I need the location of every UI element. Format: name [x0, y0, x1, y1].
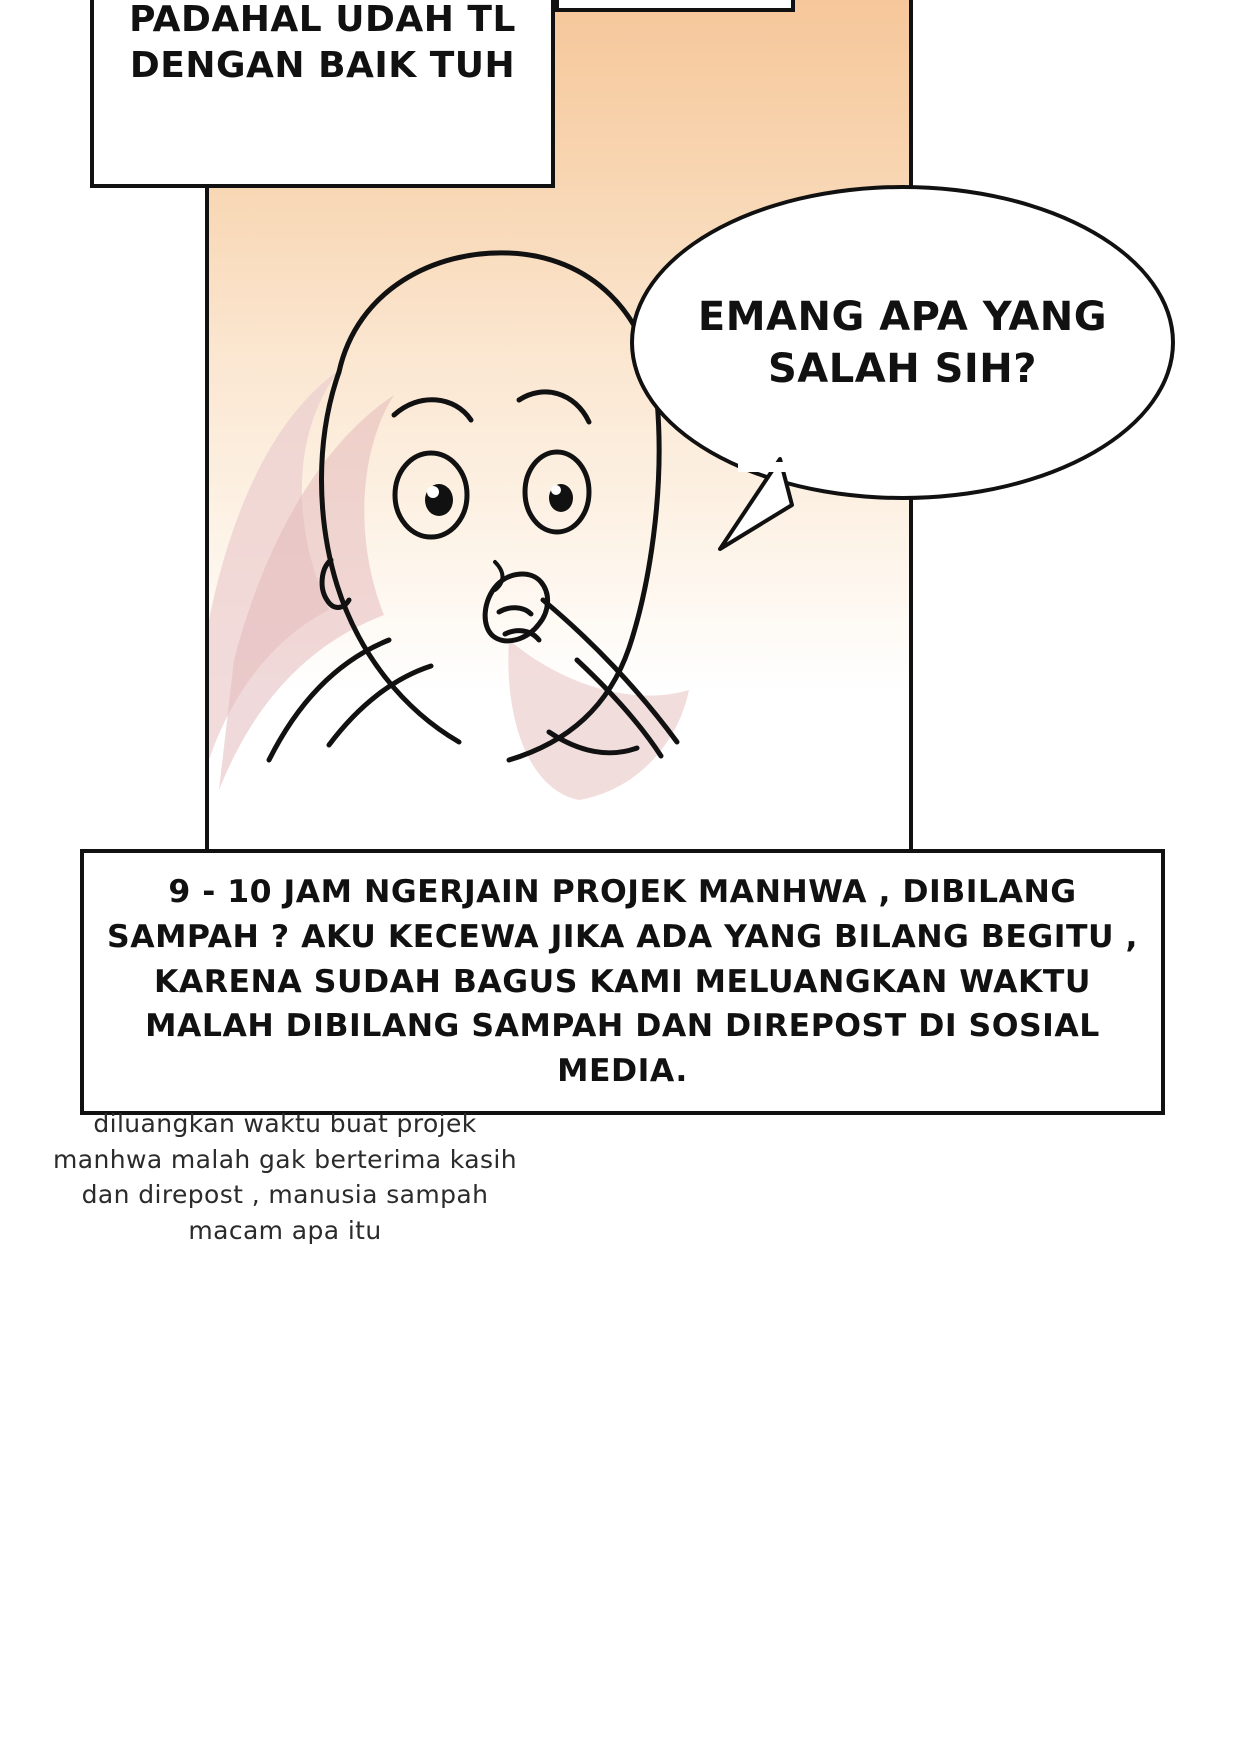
- handwritten-note: [20, 1106, 550, 1248]
- handwritten-note-line-4: macam apa itu: [188, 1215, 382, 1245]
- character-head-outline: [322, 253, 660, 760]
- caption-top-text: PADAHAL UDAH TL DENGAN BAIK TUH: [129, 0, 516, 86]
- character-hand: [485, 574, 547, 641]
- handwritten-note-line-3: dan direpost , manusia sampah: [81, 1180, 489, 1209]
- speech-balloon: [630, 185, 1175, 500]
- caption-bottom-text: 9 - 10 JAM NGERJAIN PROJEK MANHWA , DIBILANG SAMPAH ? AKU KECEWA JIKA ADA YANG BILANG BEGITU , KARENA SUDAH BAGUS KAMI MELUANGKAN WAKTU MALAH DIBILANG SAMPAH DAN DIREPOST DI SOSIAL MEDIA.: [107, 874, 1138, 1090]
- caption-box-top-right-stub: [555, 0, 795, 12]
- caption-box-bottom: [80, 849, 1165, 1115]
- caption-box-top: [90, 0, 555, 188]
- handwritten-note-line-2: manhwa malah gak berterima kasih: [53, 1144, 517, 1174]
- speech-balloon-text: EMANG APA YANG SALAH SIH?: [697, 293, 1108, 392]
- speech-balloon-tail: [718, 453, 828, 563]
- handwritten-note-line-1: diluangkan waktu buat projek: [93, 1109, 477, 1138]
- character-eyebrows: [394, 392, 589, 422]
- character-eyes: [395, 452, 589, 537]
